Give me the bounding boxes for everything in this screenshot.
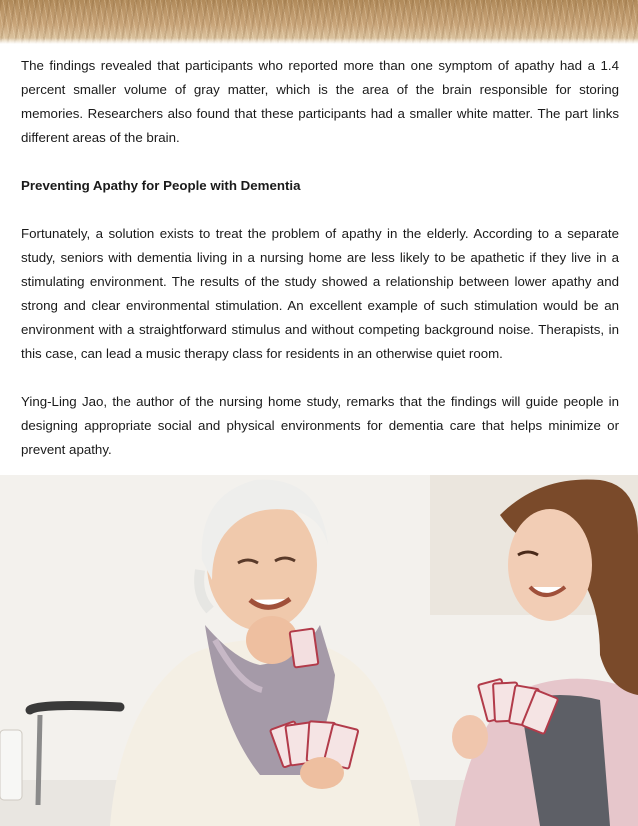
paragraph-author-remark: Ying-Ling Jao, the author of the nursing home study, remarks that the findings will guide people in designing appropriate social and physical environments for dementia care that helps minimize or prevent apathy. (21, 394, 619, 457)
section-heading: Preventing Apathy for People with Dementia (21, 178, 301, 193)
article-body (21, 54, 619, 462)
paragraph-solution: Fortunately, a solution exists to treat the problem of apathy in the elderly. According to a separate study, seniors with dementia living in a nursing home are less likely to be apathetic if they live in a stimulating environment. The results of the study showed a relationship between lower apathy and strong and clear environmental stimulation. An excellent example of such stimulation would be an environment with a straightforward stimulus and without competing background noise. Therapists, in this case, can lead a music therapy class for residents in an otherwise quiet room. (21, 226, 619, 361)
article-photo-elderly-woman-playing-cards (0, 475, 638, 826)
decorative-header-banner (0, 0, 638, 44)
paragraph-findings: The findings revealed that participants who reported more than one symptom of apathy had a 1.4 percent smaller volume of gray matter, which is the area of the brain responsible for storing memories. Researchers also found that these participants had a smaller white matter. The part links different areas of the brain. (21, 58, 619, 145)
